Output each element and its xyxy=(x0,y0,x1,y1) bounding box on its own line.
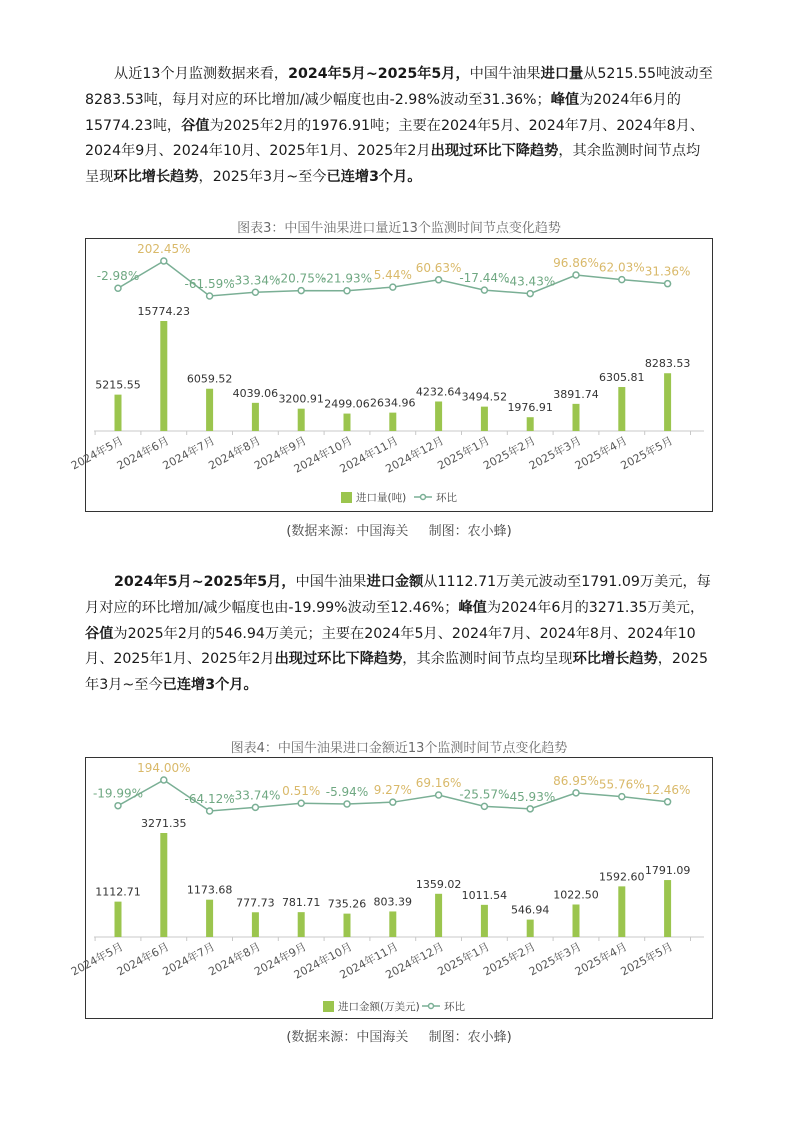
text-run: 已连增3个月。 xyxy=(162,677,258,694)
text-run: 从近13个月监测数据来看， xyxy=(114,66,289,82)
x-tick-label: 2024年11月 xyxy=(337,434,401,476)
text-run: 峰值 xyxy=(458,599,487,616)
x-tick-label: 2024年8月 xyxy=(206,940,263,979)
line-point xyxy=(298,288,304,294)
source-line-1 xyxy=(85,520,713,539)
text-run: ，其余监测时间节点均呈现 xyxy=(402,651,573,668)
bar-value-label: 1173.68 xyxy=(186,883,233,897)
bar-value-label: 1359.02 xyxy=(415,877,462,891)
bar-value-label: 546.94 xyxy=(510,903,550,917)
bar xyxy=(298,409,305,431)
bar xyxy=(115,395,122,431)
bar xyxy=(664,880,671,937)
bar-value-label: 803.39 xyxy=(373,895,413,909)
line-value-label: 0.51% xyxy=(282,784,321,799)
x-tick-label: 2024年11月 xyxy=(337,940,401,982)
x-tick-label: 2024年6月 xyxy=(114,434,172,473)
line-point xyxy=(344,801,350,807)
text-run: 为2024年6月的3271.35万美元， xyxy=(486,599,705,616)
bar xyxy=(435,401,442,431)
bar-value-label: 1011.54 xyxy=(461,888,508,902)
bar-value-label: 735.26 xyxy=(327,897,367,911)
text-run: 为2024年6月的15774.23吨， xyxy=(85,91,681,134)
legend-bar-label: 进口量(吨) xyxy=(356,492,407,504)
line-value-label: -64.12% xyxy=(184,792,235,806)
x-tick-label: 2024年9月 xyxy=(252,940,309,979)
x-tick-label: 2024年5月 xyxy=(68,434,126,473)
bar xyxy=(160,833,167,937)
bar xyxy=(252,912,259,937)
bar xyxy=(664,373,671,431)
bar-value-label: 15774.23 xyxy=(137,305,191,318)
line-value-label: -45.93% xyxy=(505,789,556,804)
legend-bar-label: 进口金额(万美元) xyxy=(338,1001,420,1013)
text-run: 出现过环比下降趋势 xyxy=(430,143,559,160)
bar xyxy=(206,389,213,431)
text-run: 谷值 xyxy=(85,625,114,642)
text-run: 2024年5月~2025年5月， xyxy=(288,66,470,82)
line-value-label: 96.86% xyxy=(553,255,599,270)
bar-value-label: 4232.64 xyxy=(415,385,462,399)
line-value-label: 86.95% xyxy=(553,773,599,788)
line-value-label: 69.16% xyxy=(415,775,462,790)
line-point xyxy=(619,277,625,283)
text-run: 环比增长趋势 xyxy=(113,169,199,186)
text-run: 中国牛油果 xyxy=(295,574,367,590)
x-tick-label: 2024年12月 xyxy=(383,940,447,982)
bar-value-label: 6059.52 xyxy=(186,372,233,386)
bar-value-label: 8283.53 xyxy=(644,357,691,371)
line-value-label: -61.59% xyxy=(184,277,235,291)
text-run: ，其余监测时间节点均呈现 xyxy=(85,143,701,186)
bar xyxy=(206,900,213,937)
bar xyxy=(344,414,351,431)
chart-value xyxy=(68,758,712,1018)
bar-value-label: 6305.81 xyxy=(599,371,645,385)
x-tick-label: 2024年12月 xyxy=(383,434,447,476)
text-run: 已连增3个月。 xyxy=(326,169,422,186)
bar xyxy=(527,920,534,937)
legend-bar-swatch xyxy=(341,492,352,503)
x-tick-label: 2025年4月 xyxy=(572,434,630,473)
x-tick-label: 2025年2月 xyxy=(481,940,538,979)
chart-volume xyxy=(68,239,712,511)
bar-value-label: 1022.50 xyxy=(553,888,599,902)
x-tick-label: 2025年5月 xyxy=(618,434,676,473)
bar-value-label: 1791.09 xyxy=(644,864,691,878)
bar-value-label: 1112.71 xyxy=(95,885,141,899)
bar-value-label: 2499.06 xyxy=(324,397,370,411)
text-run: ，2025年3月~至今 xyxy=(198,169,327,186)
line-value-label: -19.99% xyxy=(92,786,144,801)
x-tick-label: 2024年10月 xyxy=(291,940,355,982)
bar-value-label: 3494.52 xyxy=(461,390,508,404)
legend-line-label: 环比 xyxy=(436,492,457,504)
line-point xyxy=(573,272,579,278)
bar-value-label: 777.73 xyxy=(236,896,275,910)
bar xyxy=(115,902,122,937)
text-run: 出现过环比下降趋势 xyxy=(274,651,403,668)
bar-value-label: 1592.60 xyxy=(599,870,645,884)
source-line-2 xyxy=(85,1026,713,1045)
line-point xyxy=(436,277,442,283)
x-tick-label: 2024年10月 xyxy=(291,434,355,476)
line-point xyxy=(344,288,350,294)
legend-line-label: 环比 xyxy=(444,1001,465,1013)
bar xyxy=(389,413,396,431)
bar-value-label: 3200.91 xyxy=(278,392,324,406)
bar xyxy=(573,904,580,937)
text-run: ，2025年3月~至今 xyxy=(85,651,708,694)
text-run: 环比增长趋势 xyxy=(572,651,658,668)
line-point xyxy=(481,803,487,809)
text-run: 进口金额 xyxy=(366,574,424,590)
bar-value-label: 3891.74 xyxy=(553,387,599,401)
maker-label: 制图：农小蜂) xyxy=(428,1030,512,1045)
x-tick-label: 2024年6月 xyxy=(114,940,172,979)
legend-bar-swatch xyxy=(323,1001,334,1012)
bar-value-label: 781.71 xyxy=(281,896,321,910)
bar xyxy=(389,911,396,937)
chart-box-value xyxy=(68,757,713,1019)
bar xyxy=(160,321,167,431)
line-point xyxy=(390,284,396,290)
text-run: 从5215.55吨波动至8283.53吨，每月对应的环比增加/减少幅度也由-2.98%波动至31.36%； xyxy=(85,66,713,108)
bar xyxy=(435,894,442,937)
bar-value-label: 3271.35 xyxy=(141,817,187,830)
line-point xyxy=(115,803,121,809)
x-tick-label: 2024年8月 xyxy=(206,434,263,473)
x-tick-label: 2025年5月 xyxy=(618,940,676,979)
bar xyxy=(618,387,625,431)
line-point xyxy=(252,804,258,810)
text-run: 从1112.71万美元波动至1791.09万美元，每月对应的环比增加/减少幅度也由-19.99%波动至12.46%； xyxy=(85,574,711,616)
line-value-label: -33.34% xyxy=(230,273,281,288)
line-point xyxy=(619,794,625,800)
line-point xyxy=(390,799,396,805)
x-tick-label: 2025年3月 xyxy=(526,434,584,473)
line-value-label: 60.63% xyxy=(415,260,462,275)
text-run: 为2025年2月的1976.91吨；主要在2024年5月、2024年7月、2024年8月、2024年9月、2024年10月、2025年1月、2025年2月 xyxy=(85,117,705,160)
line-value-label: -25.57% xyxy=(459,787,510,802)
line-point xyxy=(161,258,167,264)
text-run: 2024年5月~2025年5月， xyxy=(114,574,296,590)
line-point xyxy=(252,289,258,295)
chart-title-value: 图表4：中国牛油果进口金额近13个监测时间节点变化趋势 xyxy=(230,741,568,756)
x-tick-label: 2024年7月 xyxy=(160,940,218,979)
bar xyxy=(527,417,534,431)
bar-value-label: 4039.06 xyxy=(232,386,279,400)
bar-value-label: 1976.91 xyxy=(507,401,553,415)
line-value-label: 5.44% xyxy=(373,268,412,283)
x-tick-label: 2025年1月 xyxy=(435,434,492,473)
line-value-label: -5.94% xyxy=(325,785,369,800)
line-value-label: 194.00% xyxy=(137,761,191,775)
x-tick-label: 2025年4月 xyxy=(572,940,630,979)
x-tick-label: 2024年9月 xyxy=(252,434,309,473)
bar xyxy=(481,407,488,431)
line-point xyxy=(527,806,533,812)
bar xyxy=(481,905,488,937)
x-tick-label: 2025年1月 xyxy=(435,940,492,979)
text-run: 中国牛油果 xyxy=(469,66,541,82)
bar-value-label: 5215.55 xyxy=(95,378,141,392)
line-value-label: -43.43% xyxy=(505,274,556,289)
x-tick-label: 2024年7月 xyxy=(160,434,218,473)
text-run: 为2025年2月的546.94万美元；主要在2024年5月、2024年7月、2024年8月、2024年10月、2025年1月、2025年2月 xyxy=(85,625,696,668)
x-tick-label: 2025年2月 xyxy=(481,434,538,473)
source-label: (数据来源：中国海关 xyxy=(286,1030,409,1045)
line-point xyxy=(665,799,671,805)
x-tick-label: 2025年3月 xyxy=(526,940,584,979)
text-run: 峰值 xyxy=(550,91,580,108)
line-value-label: 62.03% xyxy=(598,260,645,275)
bar xyxy=(344,914,351,937)
bar xyxy=(298,912,305,937)
line-value-label: -21.93% xyxy=(321,271,373,286)
line-value-label: 31.36% xyxy=(644,264,691,279)
text-run: 进口量 xyxy=(540,66,584,82)
line-point xyxy=(436,792,442,798)
text-run: 谷值 xyxy=(181,117,210,134)
line-value-label: 55.76% xyxy=(598,777,645,792)
line-point xyxy=(161,777,167,783)
line-value-label: -2.98% xyxy=(96,269,140,284)
maker-label: 制图：农小蜂) xyxy=(428,524,512,539)
line-point xyxy=(207,293,213,299)
x-tick-label: 2024年5月 xyxy=(68,940,126,979)
chart-box-volume xyxy=(68,238,713,512)
line-value-label: 9.27% xyxy=(373,783,412,798)
line-value-label: -20.75% xyxy=(276,271,327,286)
line-point xyxy=(481,287,487,293)
line-value-label: 12.46% xyxy=(644,782,691,797)
paragraph-import-value xyxy=(85,570,713,699)
line-value-label: -33.74% xyxy=(230,788,281,803)
line-point xyxy=(207,808,213,814)
line-value-label: -17.44% xyxy=(459,271,510,286)
line-value-label: 202.45% xyxy=(137,242,191,256)
bar xyxy=(573,404,580,431)
bar xyxy=(618,886,625,937)
line-point xyxy=(527,291,533,297)
bar xyxy=(252,403,259,431)
line-point xyxy=(115,285,121,291)
paragraph-import-volume xyxy=(85,62,713,191)
bar-value-label: 2634.96 xyxy=(370,396,416,410)
line-point xyxy=(298,800,304,806)
source-label: (数据来源：中国海关 xyxy=(286,524,409,539)
chart-title-volume: 图表3：中国牛油果进口量近13个监测时间节点变化趋势 xyxy=(237,221,561,236)
legend-line-marker xyxy=(429,1004,434,1009)
line-point xyxy=(665,281,671,287)
line-point xyxy=(573,790,579,796)
legend-line-marker xyxy=(421,495,426,500)
